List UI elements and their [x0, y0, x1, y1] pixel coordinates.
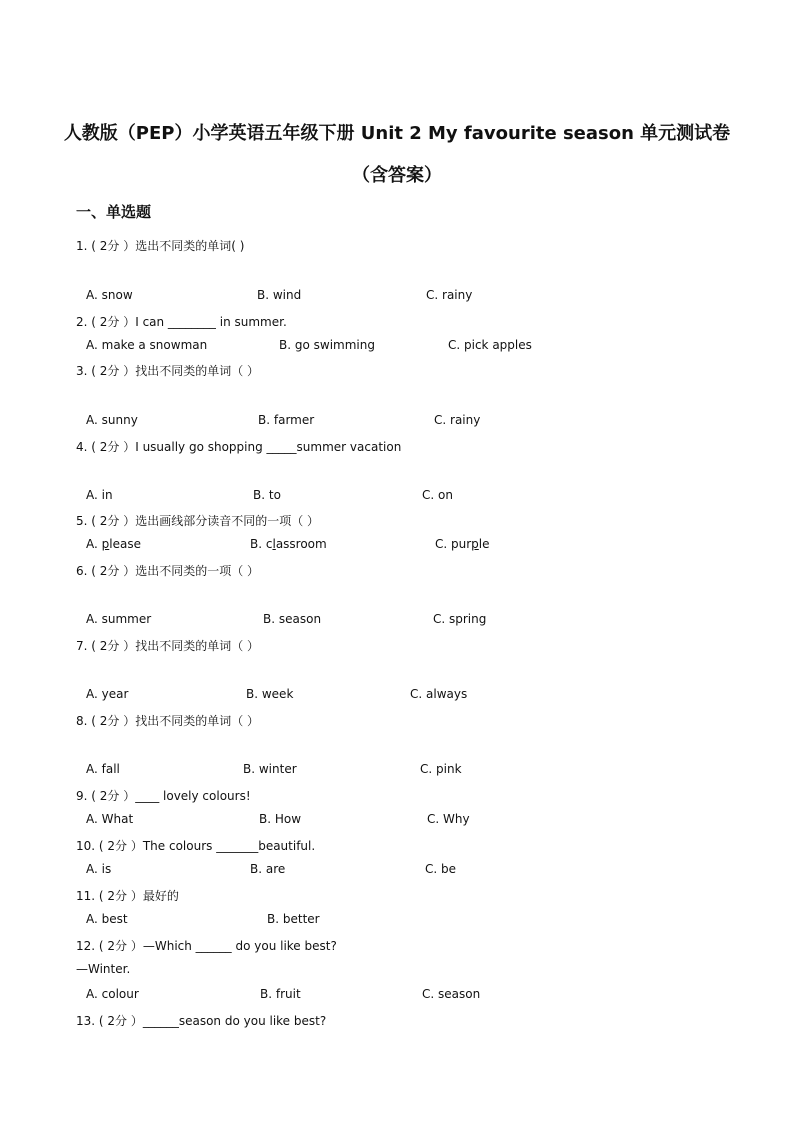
question-7-option-b[interactable]: B. week — [246, 687, 294, 701]
question-6-option-c[interactable]: C. spring — [433, 612, 487, 626]
question-9-option-c[interactable]: C. Why — [427, 812, 470, 826]
question-6: 6. ( 2分 ）选出不同类的一项（ ） — [76, 564, 260, 578]
question-2: 2. ( 2分 ）I can ________ in summer. — [76, 315, 287, 329]
question-2-option-a[interactable]: A. make a snowman — [86, 338, 208, 352]
question-7-option-a[interactable]: A. year — [86, 687, 129, 701]
question-10: 10. ( 2分 ）The colours _______beautiful. — [76, 839, 316, 853]
option-prefix: C. pur — [435, 537, 472, 551]
question-6-option-a[interactable]: A. summer — [86, 612, 152, 626]
question-3-option-b[interactable]: B. farmer — [258, 413, 315, 427]
question-3: 3. ( 2分 ）找出不同类的单词（ ） — [76, 364, 260, 378]
question-4-option-b[interactable]: B. to — [253, 488, 281, 502]
page-title: 人教版（PEP）小学英语五年级下册 Unit 2 My favourite season 单元测试卷（含答案） — [63, 123, 731, 186]
question-13: 13. ( 2分 ）______season do you like best? — [76, 1014, 327, 1028]
question-11-option-a[interactable]: A. best — [86, 912, 128, 926]
question-11-option-b[interactable]: B. better — [267, 912, 320, 926]
section-title: 一、单选题 — [76, 203, 152, 221]
underlined-letter: l — [272, 537, 276, 551]
question-5-option-c[interactable] — [435, 537, 490, 551]
question-5-option-a[interactable] — [86, 537, 141, 551]
question-8-option-a[interactable]: A. fall — [86, 762, 120, 776]
question-3-option-a[interactable]: A. sunny — [86, 413, 138, 427]
question-8-option-c[interactable]: C. pink — [420, 762, 462, 776]
question-4: 4. ( 2分 ）I usually go shopping _____summer vacation — [76, 440, 402, 454]
option-prefix: A. — [86, 537, 102, 551]
question-1: 1. ( 2分 ）选出不同类的单词( ) — [76, 239, 245, 253]
question-9-option-a[interactable]: A. What — [86, 812, 134, 826]
question-3-option-c[interactable]: C. rainy — [434, 413, 481, 427]
question-5: 5. ( 2分 ）选出画线部分读音不同的一项（ ） — [76, 514, 320, 528]
question-12-option-b[interactable]: B. fruit — [260, 987, 301, 1001]
question-7: 7. ( 2分 ）找出不同类的单词（ ） — [76, 639, 260, 653]
question-2-option-c[interactable]: C. pick apples — [448, 338, 532, 352]
question-12-option-c[interactable]: C. season — [422, 987, 481, 1001]
question-10-option-c[interactable]: C. be — [425, 862, 457, 876]
question-11: 11. ( 2分 ）最好的 — [76, 889, 179, 903]
question-7-option-c[interactable]: C. always — [410, 687, 468, 701]
question-2-option-b[interactable]: B. go swimming — [279, 338, 375, 352]
question-8-option-b[interactable]: B. winter — [243, 762, 297, 776]
question-10-option-a[interactable]: A. is — [86, 862, 112, 876]
question-9: 9. ( 2分 ）____ lovely colours! — [76, 789, 251, 803]
option-suffix: assroom — [275, 537, 327, 551]
question-8: 8. ( 2分 ）找出不同类的单词（ ） — [76, 714, 260, 728]
question-6-option-b[interactable]: B. season — [263, 612, 322, 626]
option-suffix: lease — [109, 537, 141, 551]
option-prefix: B. c — [250, 537, 273, 551]
question-4-option-c[interactable]: C. on — [422, 488, 453, 502]
question-1-option-a[interactable]: A. snow — [86, 288, 133, 302]
question-1-option-b[interactable]: B. wind — [257, 288, 302, 302]
option-suffix: le — [478, 537, 490, 551]
question-9-option-b[interactable]: B. How — [259, 812, 302, 826]
underlined-letter: p — [101, 537, 110, 551]
underlined-letter: p — [471, 537, 479, 551]
question-12-option-a[interactable]: A. colour — [86, 987, 139, 1001]
question-4-option-a[interactable]: A. in — [86, 488, 113, 502]
question-5-option-b[interactable] — [250, 537, 327, 551]
question-10-option-b[interactable]: B. are — [250, 862, 286, 876]
question-12: 12. ( 2分 ）—Which ______ do you like best? — [76, 939, 337, 953]
question-1-option-c[interactable]: C. rainy — [426, 288, 473, 302]
question-12-dialogue-answer: —Winter. — [76, 962, 131, 976]
